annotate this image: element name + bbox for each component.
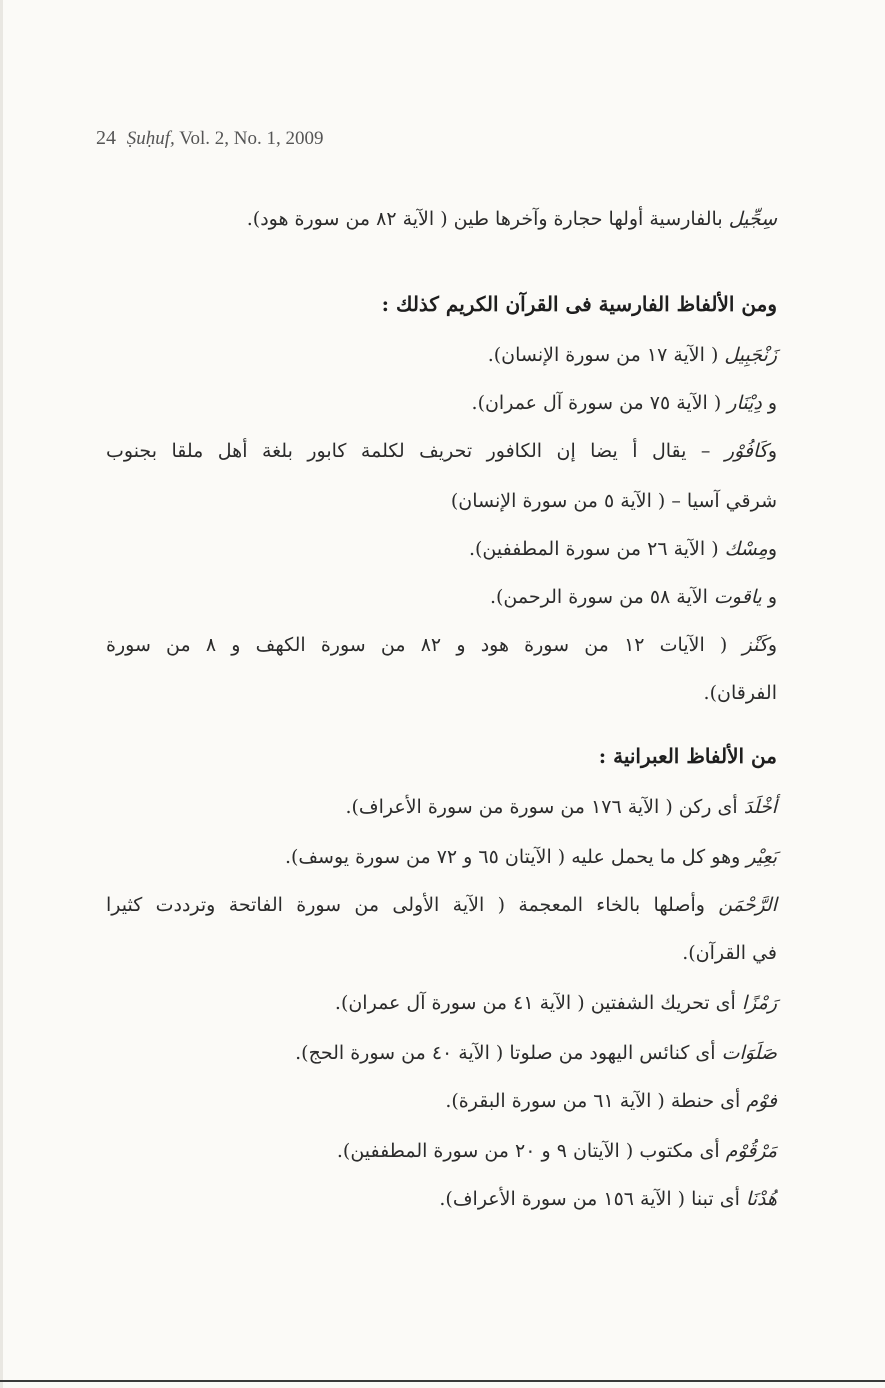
term-word: كَافُوْر (724, 440, 768, 462)
text-line-kanz-cont: الفرقان). (703, 682, 777, 704)
text-line-kanz (106, 634, 777, 657)
line-text: ( الآية ٢٦ من سورة المطففين). (468, 538, 725, 560)
term-word: ياقوت (713, 586, 762, 608)
line-text: أى مكتوب ( الآيتان ٩ و ٢٠ من سورة المطففين). (336, 1140, 726, 1162)
running-header (96, 127, 323, 150)
term-word: مَرْقُوْم (725, 1140, 777, 1162)
term-word: أخْلَدَ (743, 796, 777, 818)
text-line-yaqut (490, 586, 777, 609)
line-text: وأصلها بالخاء المعجمة ( الآية الأولى من سورة الفاتحة وترددت كثيرا (106, 894, 719, 916)
line-text: ( الآيات ١٢ من سورة هود و ٨٢ من سورة الكهف و ٨ من سورة (106, 634, 743, 656)
term-word: صَلَوَات (721, 1042, 777, 1064)
page-number: 24 (96, 127, 116, 149)
page-edge-shadow (0, 0, 3, 1388)
term-word: هُدْنَا (745, 1188, 777, 1210)
line-text: وهو كل ما يحمل عليه ( الآيتان ٦٥ و ٧٢ من سورة يوسف). (284, 846, 747, 868)
text-line-hudna (439, 1188, 777, 1211)
text-line-kafur-cont: شرقي آسيا – ( الآية ٥ من سورة الإنسان) (450, 490, 777, 512)
line-prefix: و (767, 634, 777, 656)
line-text: ( الآية ٧٥ من سورة آل عمران). (471, 392, 728, 414)
text-line-salawat (295, 1042, 777, 1065)
term-word: سِجِّيل (728, 208, 777, 230)
section-heading-persian: ومن الألفاظ الفارسية فى القرآن الكريم كذلك : (381, 292, 777, 316)
text-line-sijjil (247, 208, 777, 231)
line-prefix: و (767, 538, 777, 560)
text-line-zanjabil (488, 344, 777, 367)
text-line-marqum (337, 1140, 777, 1163)
text-line-kafur (106, 440, 777, 463)
section-heading-hebrew: من الألفاظ العبرانية : (598, 744, 777, 768)
text-line-misk (469, 538, 777, 561)
line-text: الآية ٥٨ من سورة الرحمن). (489, 586, 714, 608)
term-word: دِيْنَار (727, 392, 762, 414)
text-line-rahman (106, 894, 777, 917)
line-prefix: و (761, 392, 777, 414)
text-line-baeer (285, 846, 777, 869)
text-line-dinar (472, 392, 777, 415)
term-word: كَنْز (742, 634, 768, 656)
volume-info: Vol. 2, No. 1, 2009 (179, 128, 324, 149)
text-line-fum (445, 1090, 777, 1113)
term-word: الرَّحْمَن (718, 894, 777, 916)
line-text: أى تبنا ( الآية ١٥٦ من سورة الأعراف). (439, 1188, 746, 1210)
page-bottom-edge (0, 1380, 885, 1382)
term-word: فوْم (746, 1090, 777, 1112)
line-text: أى حنطة ( الآية ٦١ من سورة البقرة). (445, 1090, 747, 1112)
line-prefix: و (767, 440, 777, 462)
term-word: زَنْجَبِيل (724, 344, 777, 366)
text-line-rahman-cont: في القرآن). (682, 942, 777, 964)
line-prefix: و (761, 586, 777, 608)
line-text: ( الآية ١٧ من سورة الإنسان). (487, 344, 725, 366)
line-text: أى ركن ( الآية ١٧٦ من سورة من سورة الأعراف). (345, 796, 744, 818)
term-word: مِسْك (724, 538, 768, 560)
text-line-ramzan (335, 992, 777, 1015)
term-word: رَمْزًا (741, 992, 777, 1014)
line-text: أى تحريك الشفتين ( الآية ٤١ من سورة آل عمران). (334, 992, 742, 1014)
line-text: – يقال أ يضا إن الكافور تحريف لكلمة كابور بلغة أهل ملقا بجنوب (106, 440, 725, 462)
text-line-akhlada (345, 796, 777, 819)
line-text: أى كنائس اليهود من صلوتا ( الآية ٤٠ من سورة الحج). (295, 1042, 722, 1064)
line-text: بالفارسية أولها حجارة وآخرها طين ( الآية ٨٢ من سورة هود). (246, 208, 729, 230)
journal-title: Ṣuḥuf, (126, 128, 175, 149)
term-word: بَعِيْر (746, 846, 777, 868)
